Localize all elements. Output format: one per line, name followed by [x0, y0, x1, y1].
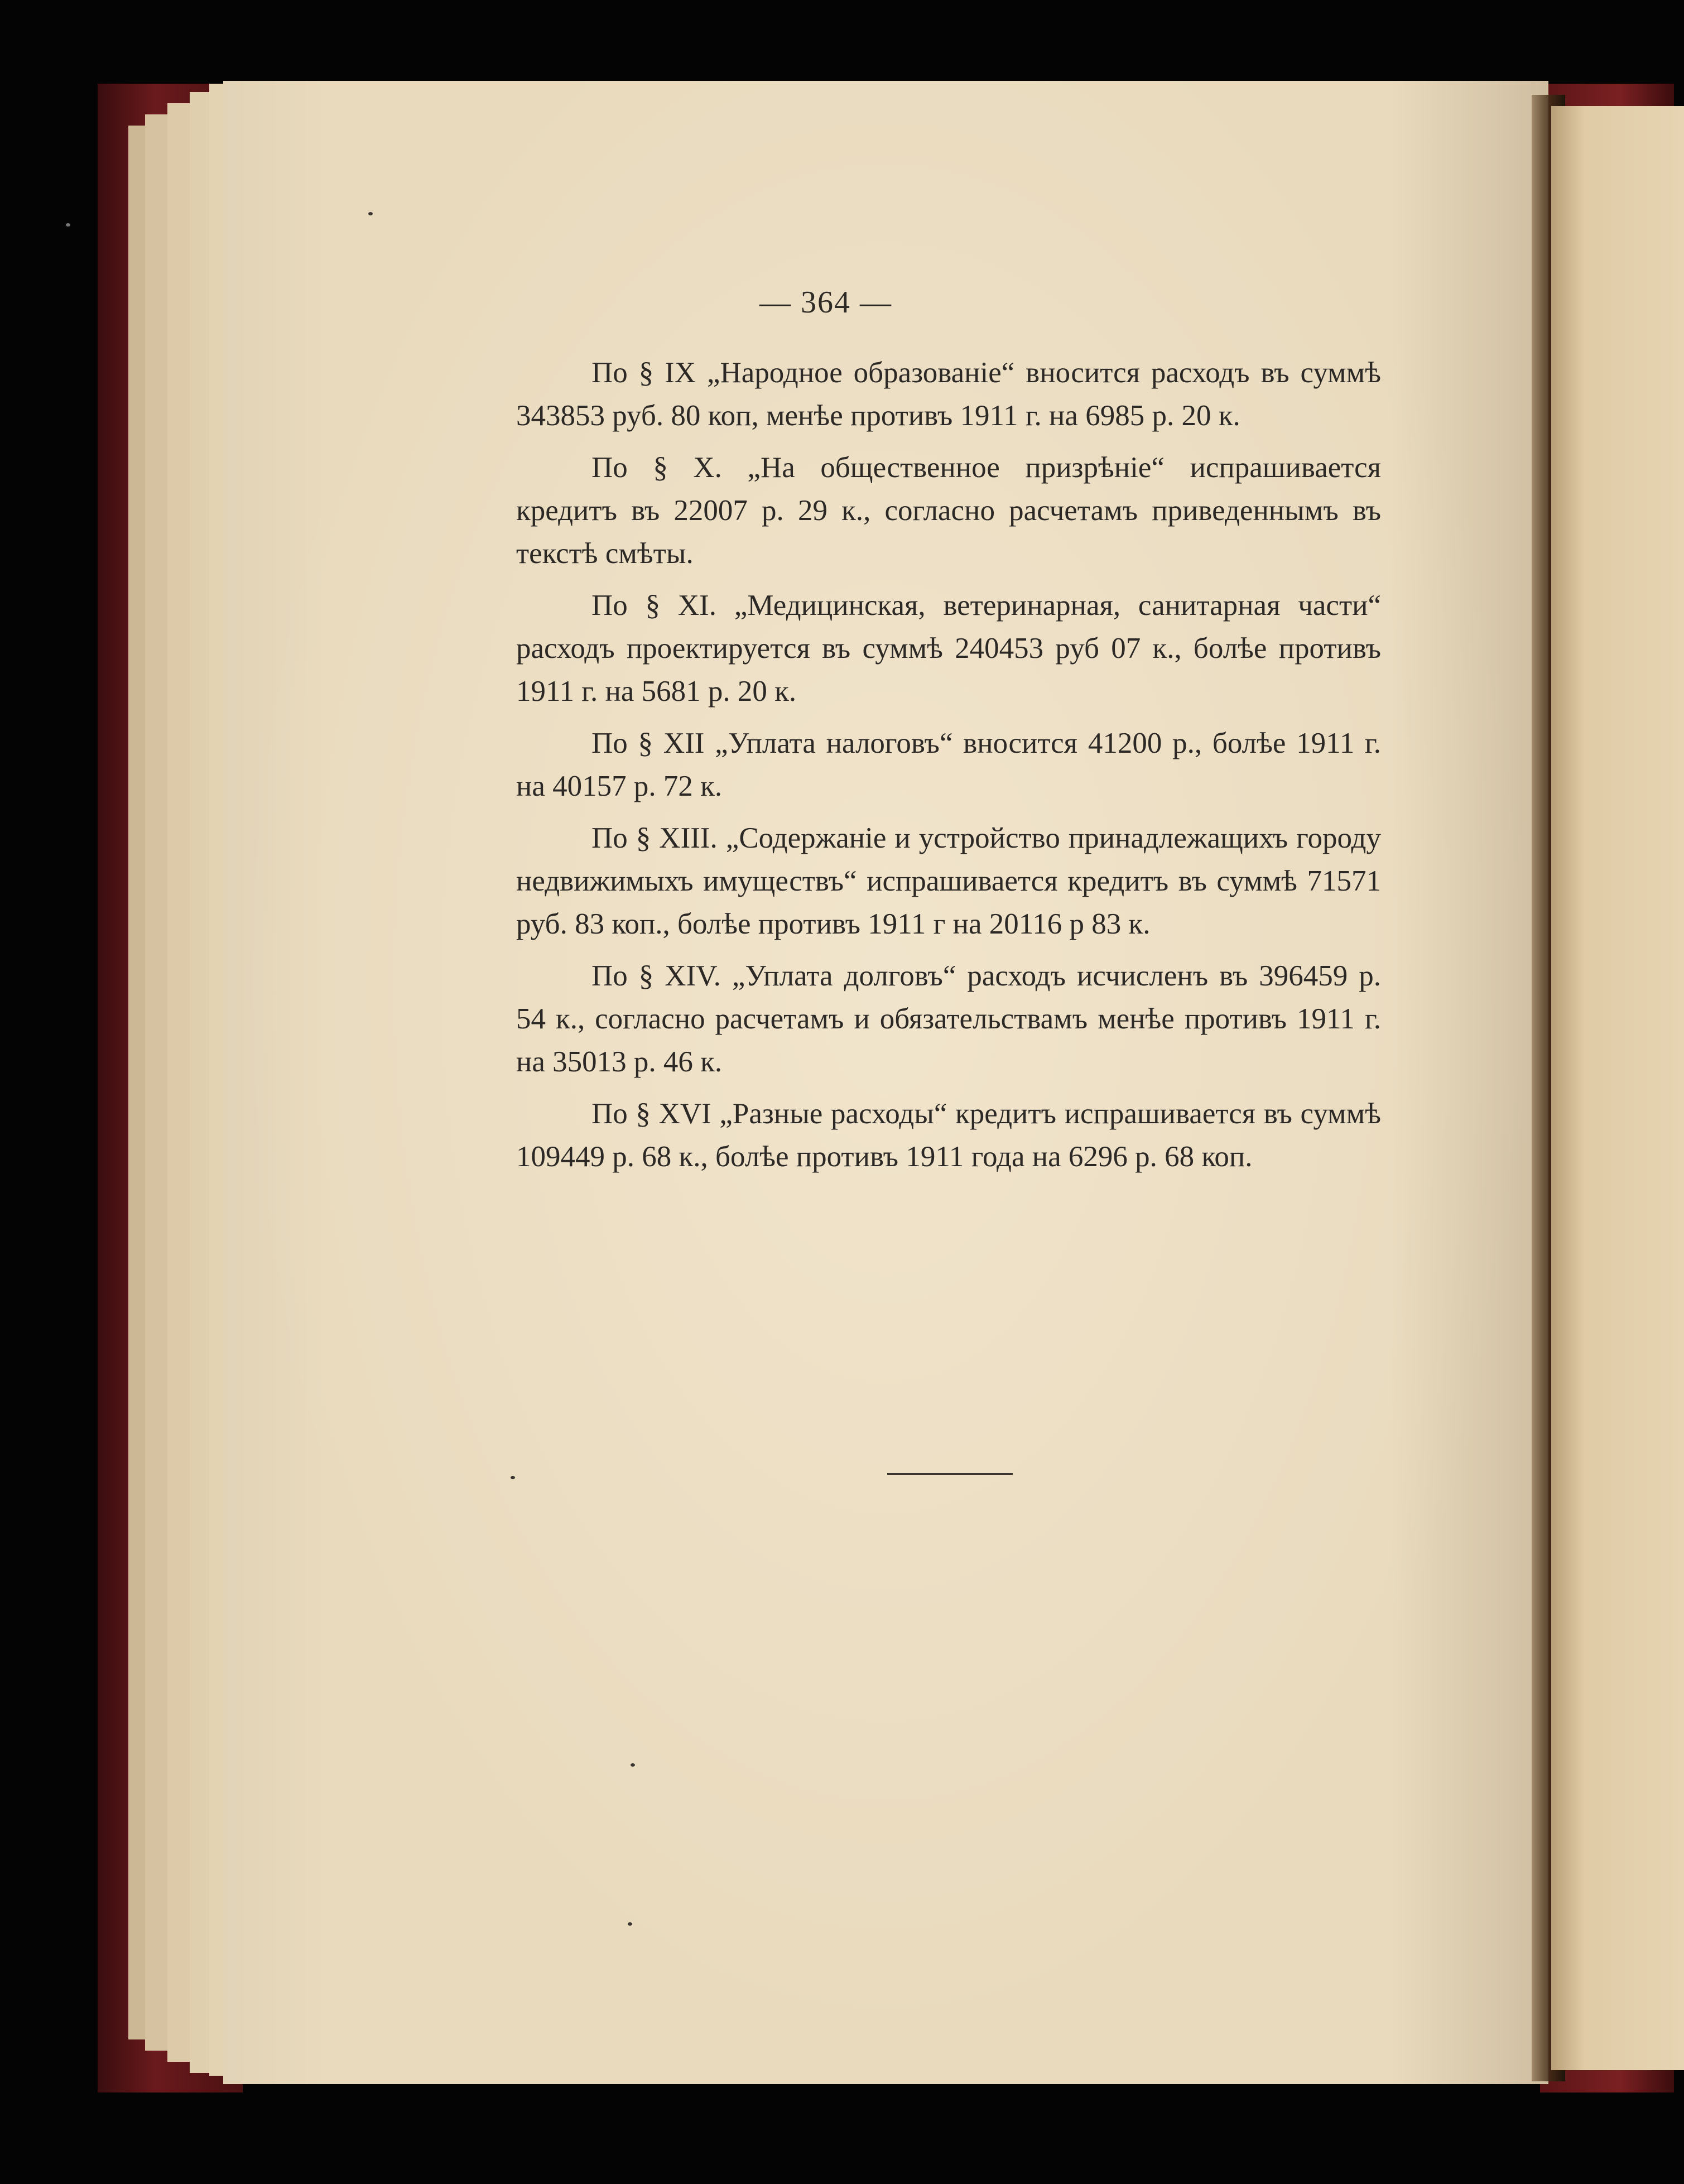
paper-speck — [511, 1476, 515, 1479]
facing-page — [1551, 106, 1684, 2070]
page-number: — 364 — — [759, 285, 892, 320]
paragraph-x: По § X. „На общественное призрѣніе“ испрашивается кредитъ въ 22007 р. 29 к., согласно расчетамъ приведеннымъ въ текстѣ смѣты. — [516, 451, 1381, 570]
paragraph-xi: По § XI. „Медицинская, ветеринарная, санитарная части“ расходъ проектируется въ суммѣ 240453 руб 07 к., болѣе противъ 1911 г. на 5681 р. 20 к. — [516, 589, 1381, 708]
paragraph-xii: По § XII „Уплата налоговъ“ вносится 41200 р., болѣе 1911 г. на 40157 р. 72 к. — [516, 727, 1381, 802]
paragraph-xvi: По § XVI „Разные расходы“ кредитъ испрашивается въ суммѣ 109449 р. 68 к., болѣе противъ 1911 года на 6296 р. 68 коп. — [516, 1098, 1381, 1173]
dust-speck — [66, 223, 70, 227]
paper-speck — [368, 212, 373, 215]
paragraph-xiii: По § XIII. „Содержаніе и устройство принадлежащихъ городу недвижимыхъ имуществъ“ испрашивается кредитъ въ суммѣ 71571 руб. 83 коп., болѣе противъ 1911 г на 20116 р 83 к. — [516, 822, 1381, 940]
body-text — [516, 352, 1381, 1187]
paragraph-xiv: По § XIV. „Уплата долговъ“ расходъ исчисленъ въ 396459 р. 54 к., согласно расчетамъ и обязательствамъ менѣе противъ 1911 г. на 35013 р. 46 к. — [516, 960, 1381, 1078]
paper-speck — [631, 1763, 635, 1767]
end-rule — [887, 1473, 1013, 1475]
paragraph-ix: По § IX „Народное образованіе“ вносится расходъ въ суммѣ 343853 руб. 80 коп, менѣе противъ 1911 г. на 6985 р. 20 к. — [516, 357, 1381, 432]
paper-speck — [628, 1922, 632, 1926]
